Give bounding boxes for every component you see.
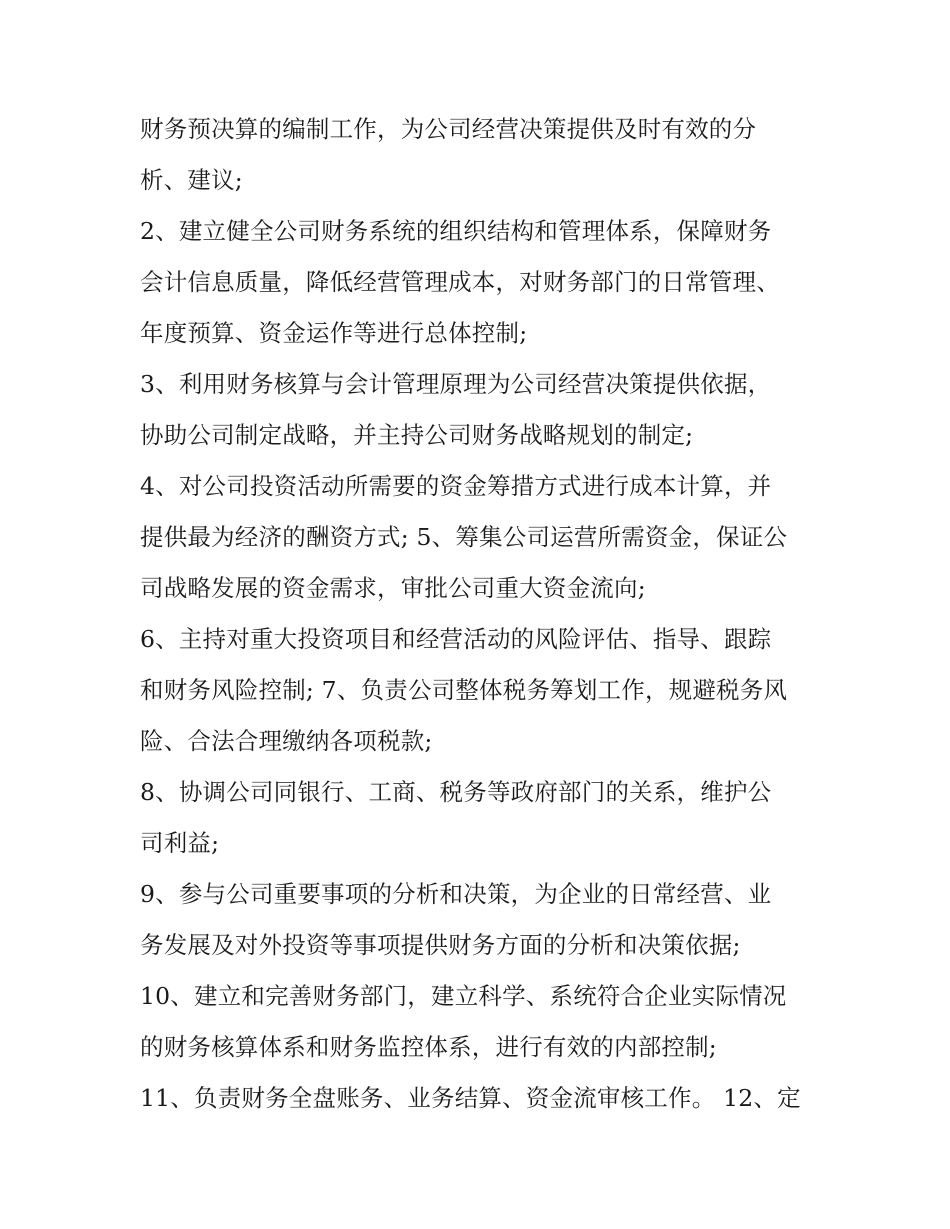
text-line: 11、负责财务全盘账务、业务结算、资金流审核工作。 12、定 [140, 1084, 801, 1112]
text-line: 和财务风险控制; 7、负责公司整体税务筹划工作，规避税务风 [140, 676, 788, 704]
paragraph-item-10 [140, 971, 820, 1073]
text-line: 司利益; [140, 829, 220, 857]
text-line: 的财务核算体系和财务监控体系，进行有效的内部控制; [140, 1033, 717, 1061]
paragraph-intro [140, 104, 820, 206]
text-line: 会计信息质量，降低经营管理成本，对财务部门的日常管理、 [140, 268, 780, 296]
document-body [140, 104, 820, 1124]
text-line: 财务预决算的编制工作，为公司经营决策提供及时有效的分 [140, 115, 757, 143]
text-line: 务发展及对外投资等事项提供财务方面的分析和决策依据; [140, 931, 741, 959]
paragraph-item-2 [140, 206, 820, 359]
paragraph-item-11-12 [140, 1073, 820, 1124]
text-line: 10、建立和完善财务部门，建立科学、系统符合企业实际情况 [140, 982, 787, 1010]
text-line: 6、主持对重大投资项目和经营活动的风险评估、指导、跟踪 [140, 625, 772, 653]
text-line: 3、利用财务核算与会计管理原理为公司经营决策提供依据， [140, 370, 772, 398]
text-line: 司战略发展的资金需求，审批公司重大资金流向; [140, 574, 646, 602]
paragraph-item-8 [140, 767, 820, 869]
text-line: 提供最为经济的酬资方式; 5、筹集公司运营所需资金，保证公 [140, 523, 788, 551]
paragraph-item-9 [140, 869, 820, 971]
text-line: 2、建立健全公司财务系统的组织结构和管理体系，保障财务 [140, 217, 772, 245]
text-line: 年度预算、资金运作等进行总体控制; [140, 319, 528, 347]
text-line: 4、对公司投资活动所需要的资金筹措方式进行成本计算，并 [140, 472, 772, 500]
paragraph-item-6-7 [140, 614, 820, 767]
text-line: 险、合法合理缴纳各项税款; [140, 727, 433, 755]
text-line: 析、建议; [140, 166, 243, 194]
text-line: 8、协调公司同银行、工商、税务等政府部门的关系，维护公 [140, 778, 772, 806]
paragraph-item-3 [140, 359, 820, 461]
text-line: 9、参与公司重要事项的分析和决策，为企业的日常经营、业 [140, 880, 772, 908]
text-line: 协助公司制定战略，并主持公司财务战略规划的制定; [140, 421, 694, 449]
paragraph-item-4-5 [140, 461, 820, 614]
